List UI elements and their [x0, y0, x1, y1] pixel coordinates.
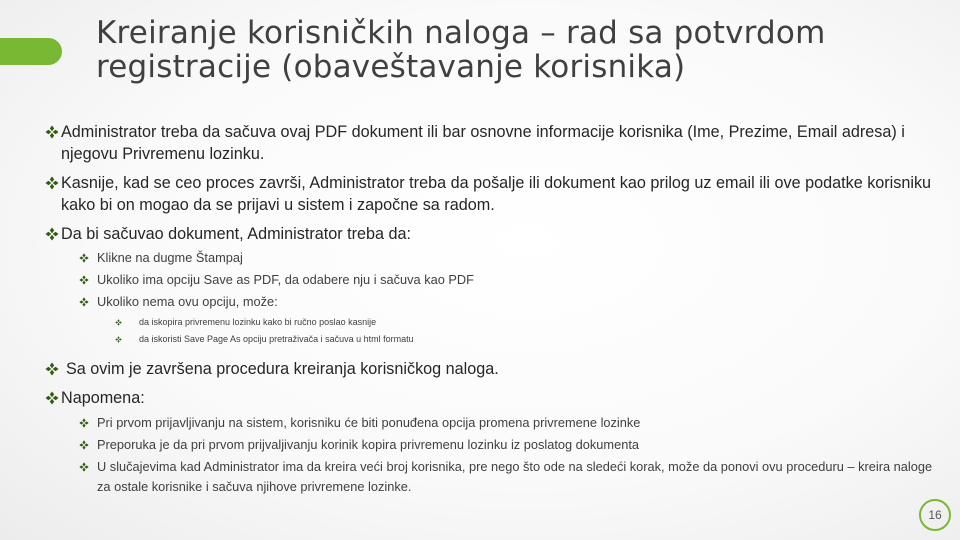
page-number: 16	[919, 499, 951, 531]
sub-bullet-item	[79, 457, 935, 497]
diamond-bullet-icon	[79, 297, 89, 307]
sub-bullet-text: U slučajevima kad Administrator ima da kreira veći broj korisnika, pre nego što ode na sledeći korak, može da ponovi ovu proceduru – kreira naloge za ostale korisnike i sačuva njihove privremene lozinke.	[97, 459, 933, 494]
diamond-bullet-icon	[45, 125, 59, 139]
bullet-text: Napomena:	[61, 389, 145, 407]
diamond-bullet-icon	[79, 275, 89, 285]
sub-bullet-text: Ukoliko ima opciju Save as PDF, da odabere nju i sačuva kao PDF	[97, 272, 474, 287]
sub-sub-bullet-text: da iskoristi Save Page As opciju pretraživača i sačuva u html formatu	[139, 334, 414, 344]
sub-list	[45, 413, 935, 497]
diamond-bullet-icon	[79, 440, 89, 450]
diamond-bullet-icon	[45, 227, 59, 241]
slide-title	[96, 16, 916, 84]
bullet-item	[45, 172, 935, 216]
diamond-bullet-icon	[115, 319, 122, 326]
sub-bullet-item	[79, 292, 935, 312]
bullet-text: Sa ovim je završena procedura kreiranja korisničkog naloga.	[66, 360, 499, 378]
bullet-item	[45, 387, 935, 409]
diamond-bullet-icon	[79, 462, 89, 472]
slide-title-line-1: Kreiranje korisničkih naloga – rad sa potvrdom	[96, 15, 826, 51]
slide-content	[45, 121, 935, 497]
slide-title-line-2: registracije (obaveštavanje korisnika)	[96, 49, 686, 85]
bullet-text: Kasnije, kad se ceo proces završi, Administrator treba da pošalje ili dokument kao prilog uz email ili ove podatke korisniku kako bi on mogao da se prijavi u sistem i započne sa radom.	[61, 174, 932, 214]
sub-bullet-item	[79, 435, 935, 455]
diamond-bullet-icon	[45, 362, 59, 376]
diamond-bullet-icon	[45, 391, 59, 405]
sub-bullet-text: Pri prvom prijavljivanju na sistem, korisniku će biti ponuđena opcija promena privremene lozinke	[97, 415, 641, 430]
sub-sub-bullet-item	[115, 315, 935, 330]
sub-bullet-item	[79, 270, 935, 290]
accent-bar	[0, 38, 62, 65]
sub-bullet-text: Preporuka je da pri prvom prijvaljivanju korinik kopira privremenu lozinku iz poslatog dokumenta	[97, 437, 639, 452]
sub-list	[45, 248, 935, 347]
sub-bullet-text: Klikne na dugme Štampaj	[97, 250, 243, 265]
sub-sub-bullet-text: da iskopira privremenu lozinku kako bi ručno poslao kasnije	[139, 317, 377, 327]
bullet-text: Administrator treba da sačuva ovaj PDF dokument ili bar osnovne informacije korisnika (Ime, Prezime, Email adresa) i njegovu Privremenu lozinku.	[61, 123, 905, 163]
bullet-text: Da bi sačuvao dokument, Administrator treba da:	[61, 225, 412, 243]
diamond-bullet-icon	[115, 336, 122, 343]
sub-bullet-item	[79, 413, 935, 433]
sub-sub-list	[79, 315, 935, 347]
diamond-bullet-icon	[79, 253, 89, 263]
bullet-item	[45, 223, 935, 245]
diamond-bullet-icon	[79, 418, 89, 428]
bullet-item	[45, 121, 935, 165]
sub-bullet-text: Ukoliko nema ovu opciju, može:	[97, 294, 278, 309]
sub-sub-bullet-item	[115, 332, 935, 347]
bullet-item	[45, 358, 935, 380]
diamond-bullet-icon	[45, 176, 59, 190]
sub-bullet-item	[79, 248, 935, 268]
